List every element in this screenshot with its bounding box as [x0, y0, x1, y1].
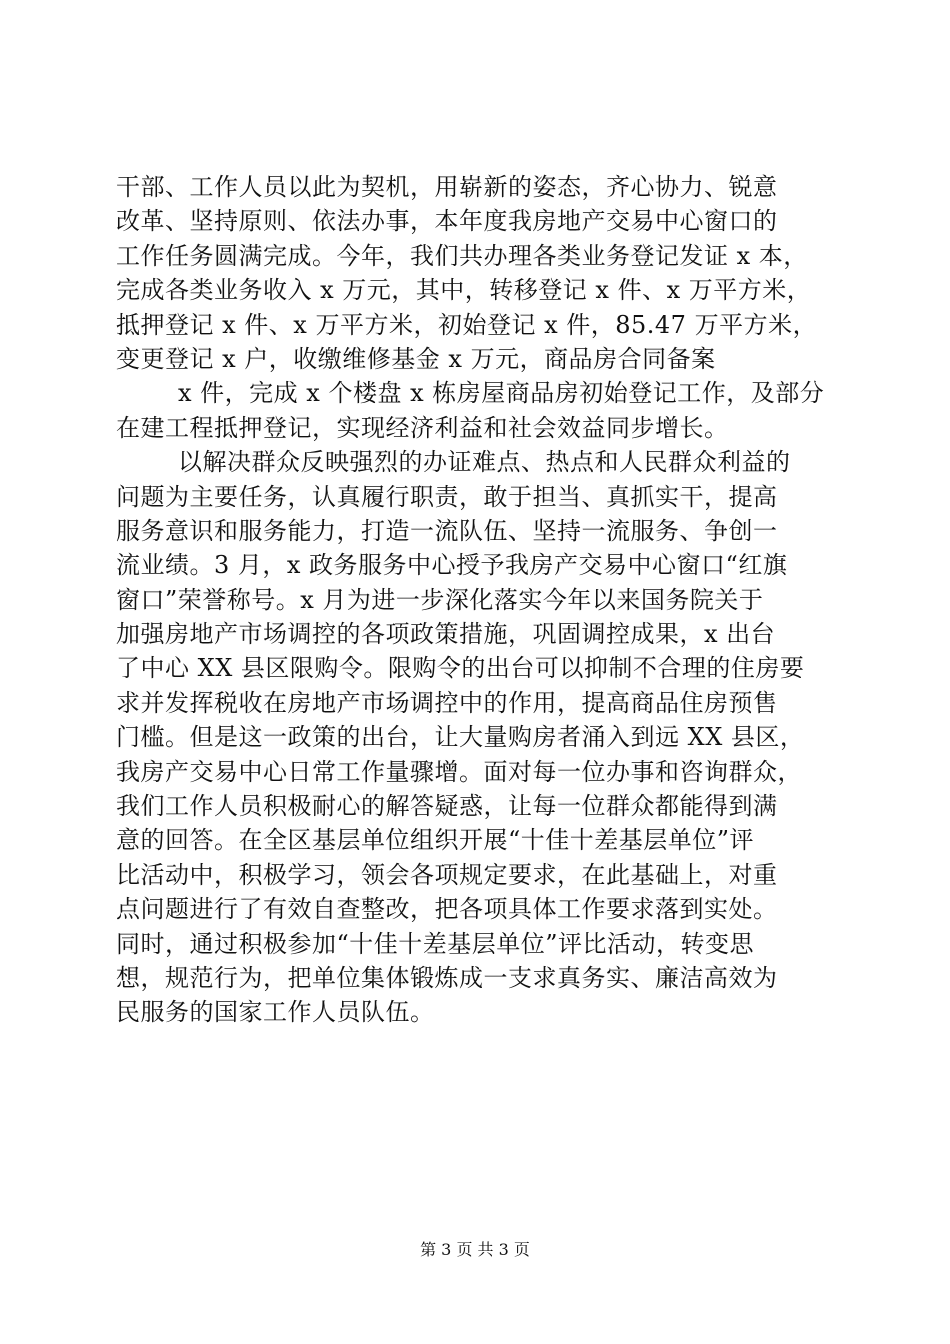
text-line: 服务意识和服务能力，打造一流队伍、坚持一流服务、争创一 — [116, 516, 778, 545]
text-line: 点问题进行了有效自查整改，把各项具体工作要求落到实处。 — [116, 895, 778, 924]
text-line: 以解决群众反映强烈的办证难点、热点和人民群众利益的 — [178, 448, 791, 477]
text-line: 流业绩。3 月，x 政务服务中心授予我房产交易中心窗口“红旗 — [116, 551, 788, 580]
text-line: 了中心 XX 县区限购令。限购令的出台可以抑制不合理的住房要 — [116, 654, 805, 683]
document-body — [116, 170, 836, 1030]
text-line: 问题为主要任务，认真履行职责，敢于担当、真抓实干，提高 — [116, 482, 778, 511]
page-number-footer: 第 3 页 共 3 页 — [420, 1240, 530, 1259]
text-line: 完成各类业务收入 x 万元，其中，转移登记 x 件、x 万平方米， — [116, 276, 812, 305]
text-line: x 件，完成 x 个楼盘 x 栋房屋商品房初始登记工作，及部分 — [178, 379, 825, 408]
text-line: 比活动中，积极学习，领会各项规定要求，在此基础上，对重 — [116, 860, 778, 889]
text-line: 想，规范行为，把单位集体锻炼成一支求真务实、廉洁高效为 — [116, 963, 778, 992]
text-line: 窗口”荣誉称号。x 月为进一步深化落实今年以来国务院关于 — [116, 585, 764, 614]
text-line: 加强房地产市场调控的各项政策措施，巩固调控成果，x 出台 — [116, 620, 776, 649]
text-line: 抵押登记 x 件、x 万平方米，初始登记 x 件，85.47 万平方米， — [116, 310, 818, 339]
text-line: 求并发挥税收在房地产市场调控中的作用，提高商品住房预售 — [116, 688, 778, 717]
text-line: 同时，通过积极参加“十佳十差基层单位”评比活动，转变思 — [116, 929, 755, 958]
text-line: 工作任务圆满完成。今年，我们共办理各类业务登记发证 x 本， — [116, 241, 808, 270]
text-line: 我们工作人员积极耐心的解答疑惑，让每一位群众都能得到满 — [116, 792, 778, 821]
text-line: 变更登记 x 户，收缴维修基金 x 万元，商品房合同备案 — [116, 344, 716, 373]
text-line: 我房产交易中心日常工作量骤增。面对每一位办事和咨询群众， — [116, 757, 802, 786]
text-line: 在建工程抵押登记，实现经济利益和社会效益同步增长。 — [116, 413, 729, 442]
text-line: 干部、工作人员以此为契机，用崭新的姿态，齐心协力、锐意 — [116, 173, 778, 201]
text-line: 改革、坚持原则、依法办事，本年度我房地产交易中心窗口的 — [116, 207, 778, 236]
text-line: 意的回答。在全区基层单位组织开展“十佳十差基层单位”评 — [116, 826, 755, 855]
text-line: 民服务的国家工作人员队伍。 — [116, 998, 435, 1027]
text-line: 门槛。但是这一政策的出台，让大量购房者涌入到远 XX 县区， — [116, 723, 805, 752]
